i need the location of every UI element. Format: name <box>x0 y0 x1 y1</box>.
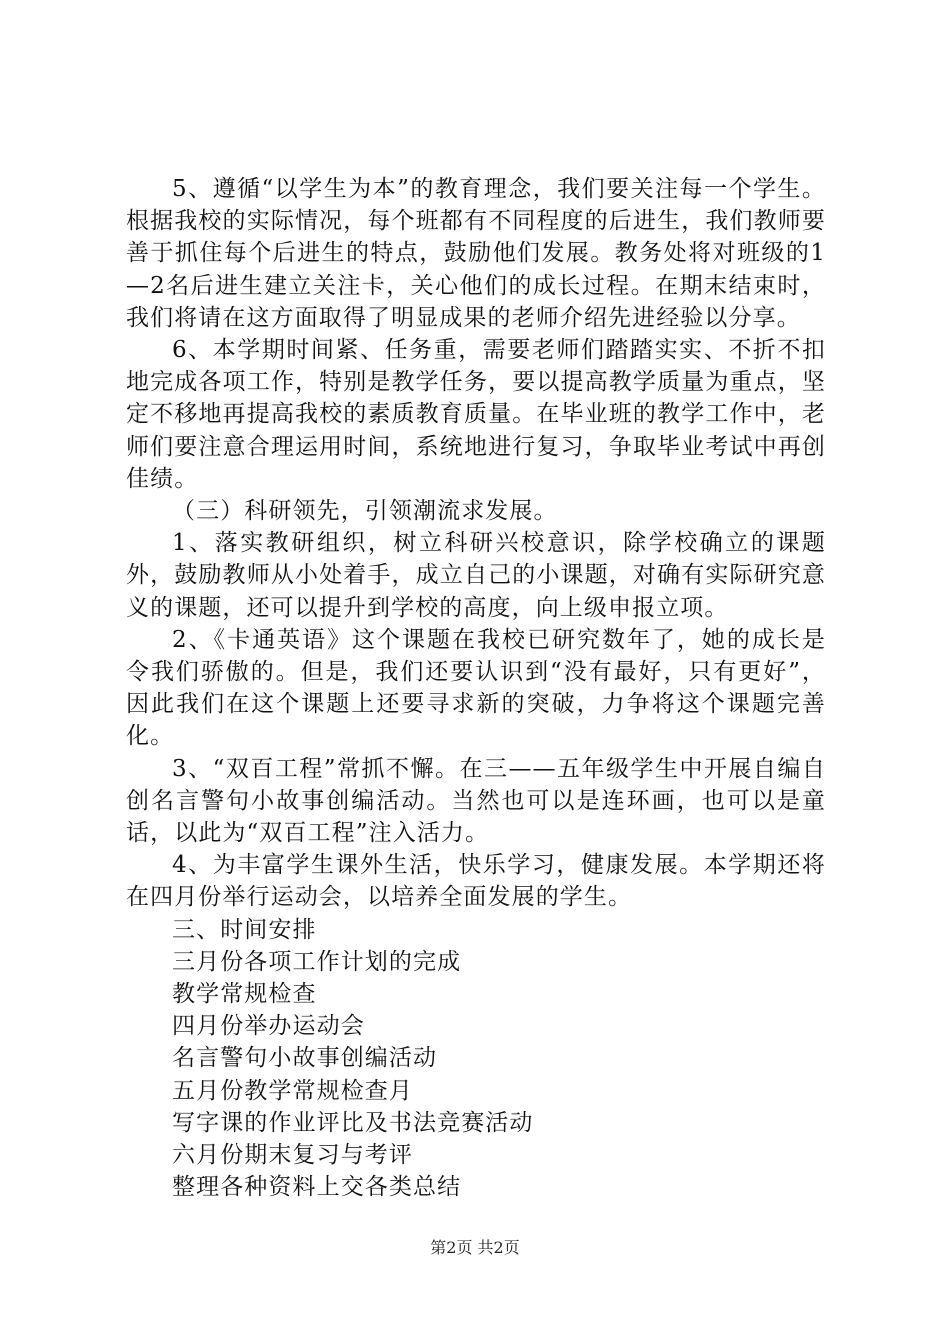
page-number-footer: 第2页 共2页 <box>430 1238 520 1257</box>
paragraph-cartoon-english: 2、《卡通英语》这个课题在我校已研究数年了，她的成长是令我们骄傲的。但是，我们还要认识到“没有最好，只有更好”，因此我们在这个课题上还要寻求新的突破，力争将这个课题完善化。 <box>126 626 826 750</box>
schedule-item: 五月份教学常规检查月 <box>172 1077 413 1104</box>
schedule-heading: 三、时间安排 <box>172 916 317 943</box>
paragraph-double-hundred-project: 3、“双百工程”常抓不懈。在三——五年级学生中开展自编自创名言警句小故事创编活动。当然也可以是连环画，也可以是童话，以此为“双百工程”注入活力。 <box>126 755 826 847</box>
paragraph-research-organization: 1、落实教研组织，树立科研兴校意识，除学校确立的课题外，鼓励教师从小处着手，成立自己的小课题，对确有实际研究意义的课题，还可以提升到学校的高度，向上级申报立项。 <box>126 530 826 621</box>
section-heading-research: （三）科研领先，引领潮流求发展。 <box>172 498 558 525</box>
paragraph-sports-meeting: 4、为丰富学生课外生活，快乐学习，健康发展。本学期还将在四月份举行运动会，以培养全面发展的学生。 <box>126 852 826 911</box>
schedule-item: 教学常规检查 <box>172 981 317 1008</box>
document-body <box>126 173 826 1204</box>
schedule-item: 三月份各项工作计划的完成 <box>172 948 462 975</box>
schedule-item: 四月份举办运动会 <box>172 1013 365 1040</box>
schedule-item: 六月份期末复习与考评 <box>172 1142 413 1169</box>
schedule-item: 写字课的作业评比及书法竞赛活动 <box>172 1109 534 1136</box>
paragraph-follow-student-first: 5、遵循“以学生为本”的教育理念，我们要关注每一个学生。根据我校的实际情况，每个班都有不同程度的后进生，我们教师要善于抓住每个后进生的特点，鼓励他们发展。教务处将对班级的1—2名后进生建立关注卡，关心他们的成长过程。在期末结束时，我们将请在这方面取得了明显成果的老师介绍先进经验以分享。 <box>126 176 826 331</box>
schedule-item: 名言警句小故事创编活动 <box>172 1045 438 1072</box>
paragraph-semester-tasks: 6、本学期时间紧、任务重，需要老师们踏踏实实、不折不扣地完成各项工作，特别是教学任务，要以提高教学质量为重点，坚定不移地再提高我校的素质教育质量。在毕业班的教学工作中，老师们要注意合理运用时间，系统地进行复习，争取毕业考试中再创佳绩。 <box>126 337 826 492</box>
schedule-item: 整理各种资料上交各类总结 <box>172 1174 462 1201</box>
